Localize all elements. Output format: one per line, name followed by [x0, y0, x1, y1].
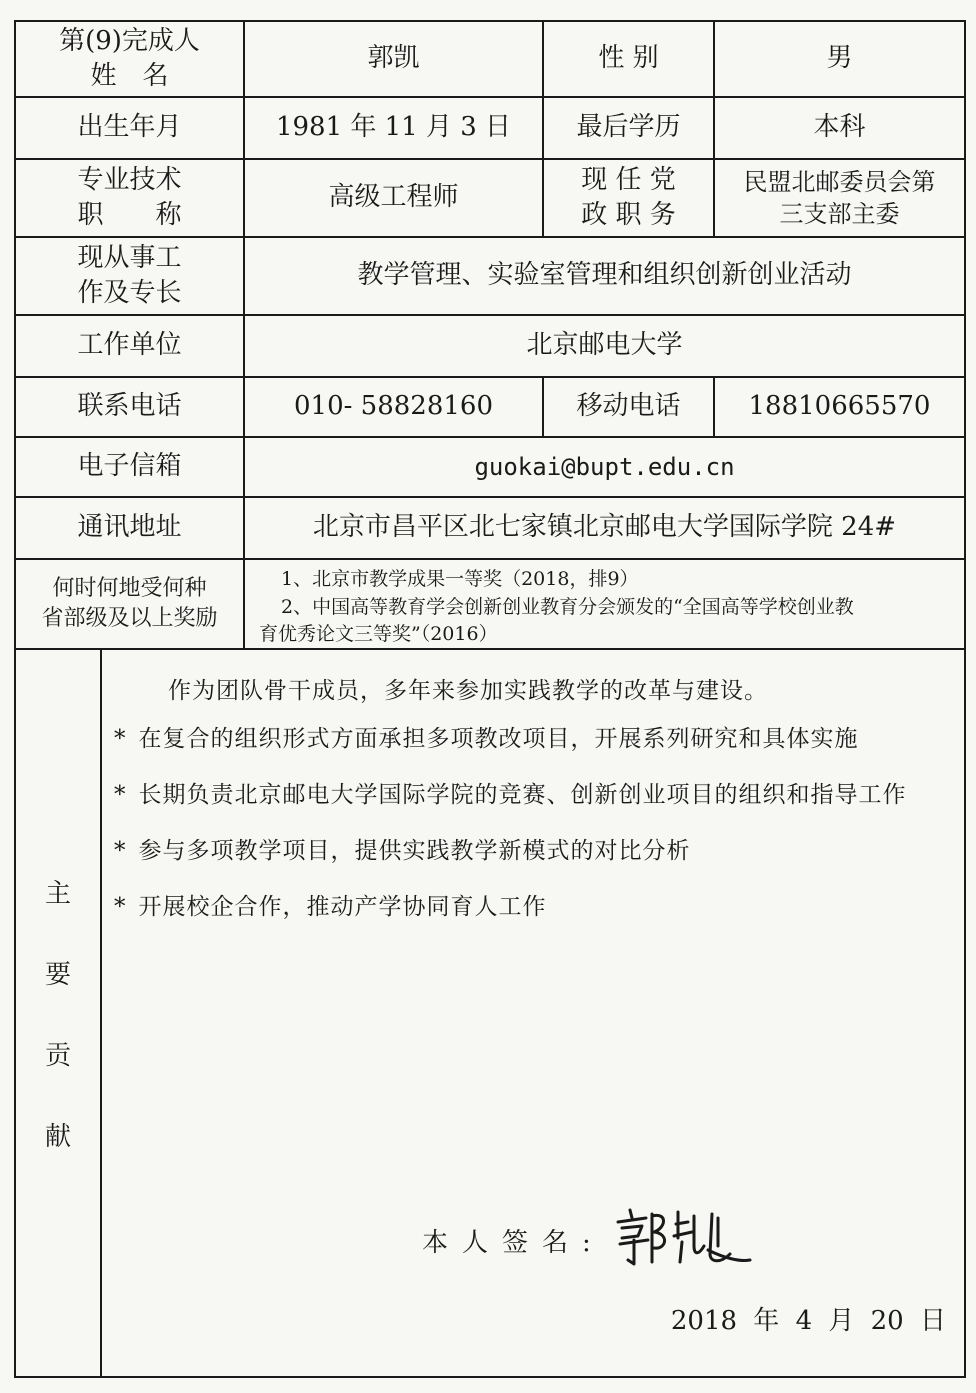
title-label-cell	[14, 158, 245, 238]
awards-label-line1: 何时何地受何种	[52, 576, 207, 602]
work-label-cell	[14, 236, 245, 316]
phone-label: 联系电话	[77, 391, 182, 422]
contribution-label-cell	[14, 648, 102, 1378]
birth-label-cell	[14, 96, 245, 160]
birth-value: 1981 年 11 月 3 日	[275, 112, 512, 143]
phone-value: 010- 58828160	[293, 391, 493, 422]
education-value: 本科	[813, 112, 866, 143]
name-value: 郭凯	[367, 43, 420, 74]
birth-cell	[243, 96, 544, 160]
contribution-label-char: 主	[44, 879, 71, 909]
title-label-line1: 专业技术	[77, 164, 182, 195]
list-item	[114, 720, 907, 753]
mobile-cell	[713, 376, 966, 438]
email-label: 电子信箱	[77, 451, 182, 482]
list-item-text: 在复合的组织形式方面承担多项教改项目，开展系列研究和具体实施	[138, 726, 859, 752]
phone-cell	[243, 376, 544, 438]
list-item-text: 长期负责北京邮电大学国际学院的竞赛、创新创业项目的组织和指导工作	[138, 782, 907, 808]
list-item	[114, 888, 907, 921]
handwritten-signature	[608, 1202, 758, 1276]
address-value: 北京市昌平区北七家镇北京邮电大学国际学院 24#	[312, 512, 897, 543]
mobile-label: 移动电话	[576, 391, 681, 422]
title-cell	[243, 158, 544, 238]
address-cell	[243, 496, 966, 560]
education-label-cell	[542, 96, 715, 160]
party-cell	[713, 158, 966, 238]
bullet-star: *	[114, 838, 127, 864]
work-label-line1: 现从事工	[77, 242, 182, 273]
list-item-text: 参与多项教学项目，提供实践教学新模式的对比分析	[138, 838, 691, 864]
contribution-label-char: 献	[44, 1122, 71, 1152]
unit-label: 工作单位	[77, 330, 182, 361]
signature-date: 2018 年 4 月 20 日	[670, 1306, 946, 1336]
bullet-star: *	[114, 782, 127, 808]
party-label-line1: 现 任 党	[581, 164, 676, 195]
contribution-label-char: 要	[44, 960, 71, 990]
completer-label-line1: 第(9)完成人	[59, 25, 200, 56]
signature-label: 本人签名:	[422, 1228, 605, 1258]
title-label-line2: 职 称	[77, 200, 182, 230]
address-label: 通讯地址	[77, 512, 182, 543]
unit-value: 北京邮电大学	[526, 330, 683, 361]
unit-cell	[243, 314, 966, 378]
contribution-list	[114, 720, 907, 944]
mobile-value: 18810665570	[748, 391, 931, 422]
email-cell	[243, 436, 966, 498]
name-cell	[243, 20, 544, 98]
title-value: 高级工程师	[328, 182, 459, 213]
phone-label-cell	[14, 376, 245, 438]
list-item-text: 开展校企合作，推动产学协同育人工作	[138, 894, 547, 920]
gender-cell	[713, 20, 966, 98]
education-label: 最后学历	[576, 112, 681, 143]
contribution-intro: 作为团队骨干成员，多年来参加实践教学的改革与建设。	[168, 678, 768, 704]
list-item	[114, 776, 907, 809]
address-label-cell	[14, 496, 245, 560]
awards-cell	[243, 558, 966, 650]
party-value-line2: 三支部主委	[779, 200, 900, 228]
awards-label-line2: 省部级及以上奖励	[41, 606, 218, 631]
birth-label: 出生年月	[77, 112, 182, 143]
gender-label-cell	[542, 20, 715, 98]
awards-label-cell	[14, 558, 245, 650]
list-item	[114, 832, 907, 865]
email-label-cell	[14, 436, 245, 498]
awards-line1: 1、北京市教学成果一等奖（2018，排9）	[281, 568, 639, 590]
unit-label-cell	[14, 314, 245, 378]
awards-line2: 2、中国高等教育学会创新创业教育分会颁发的“全国高等学校创业教	[281, 595, 854, 618]
contribution-cell	[100, 648, 966, 1378]
completer-label-cell	[14, 20, 245, 98]
bullet-star: *	[114, 894, 127, 920]
work-label-line2: 作及专长	[77, 278, 182, 308]
work-value: 教学管理、实验室管理和组织创新创业活动	[357, 260, 852, 291]
email-value: guokai@bupt.edu.cn	[474, 452, 735, 481]
mobile-label-cell	[542, 376, 715, 438]
work-cell	[243, 236, 966, 316]
contribution-label-char: 贡	[44, 1041, 71, 1071]
completer-label-line2: 姓 名	[90, 61, 169, 91]
bullet-star: *	[114, 726, 127, 752]
gender-label: 性 别	[598, 43, 659, 74]
gender-value: 男	[826, 43, 853, 74]
education-cell	[713, 96, 966, 160]
party-label-cell	[542, 158, 715, 238]
party-label-line2: 政 职 务	[581, 200, 676, 230]
awards-line3: 育优秀论文三等奖”（2016）	[259, 623, 498, 646]
party-value-line1: 民盟北邮委员会第	[743, 167, 936, 196]
